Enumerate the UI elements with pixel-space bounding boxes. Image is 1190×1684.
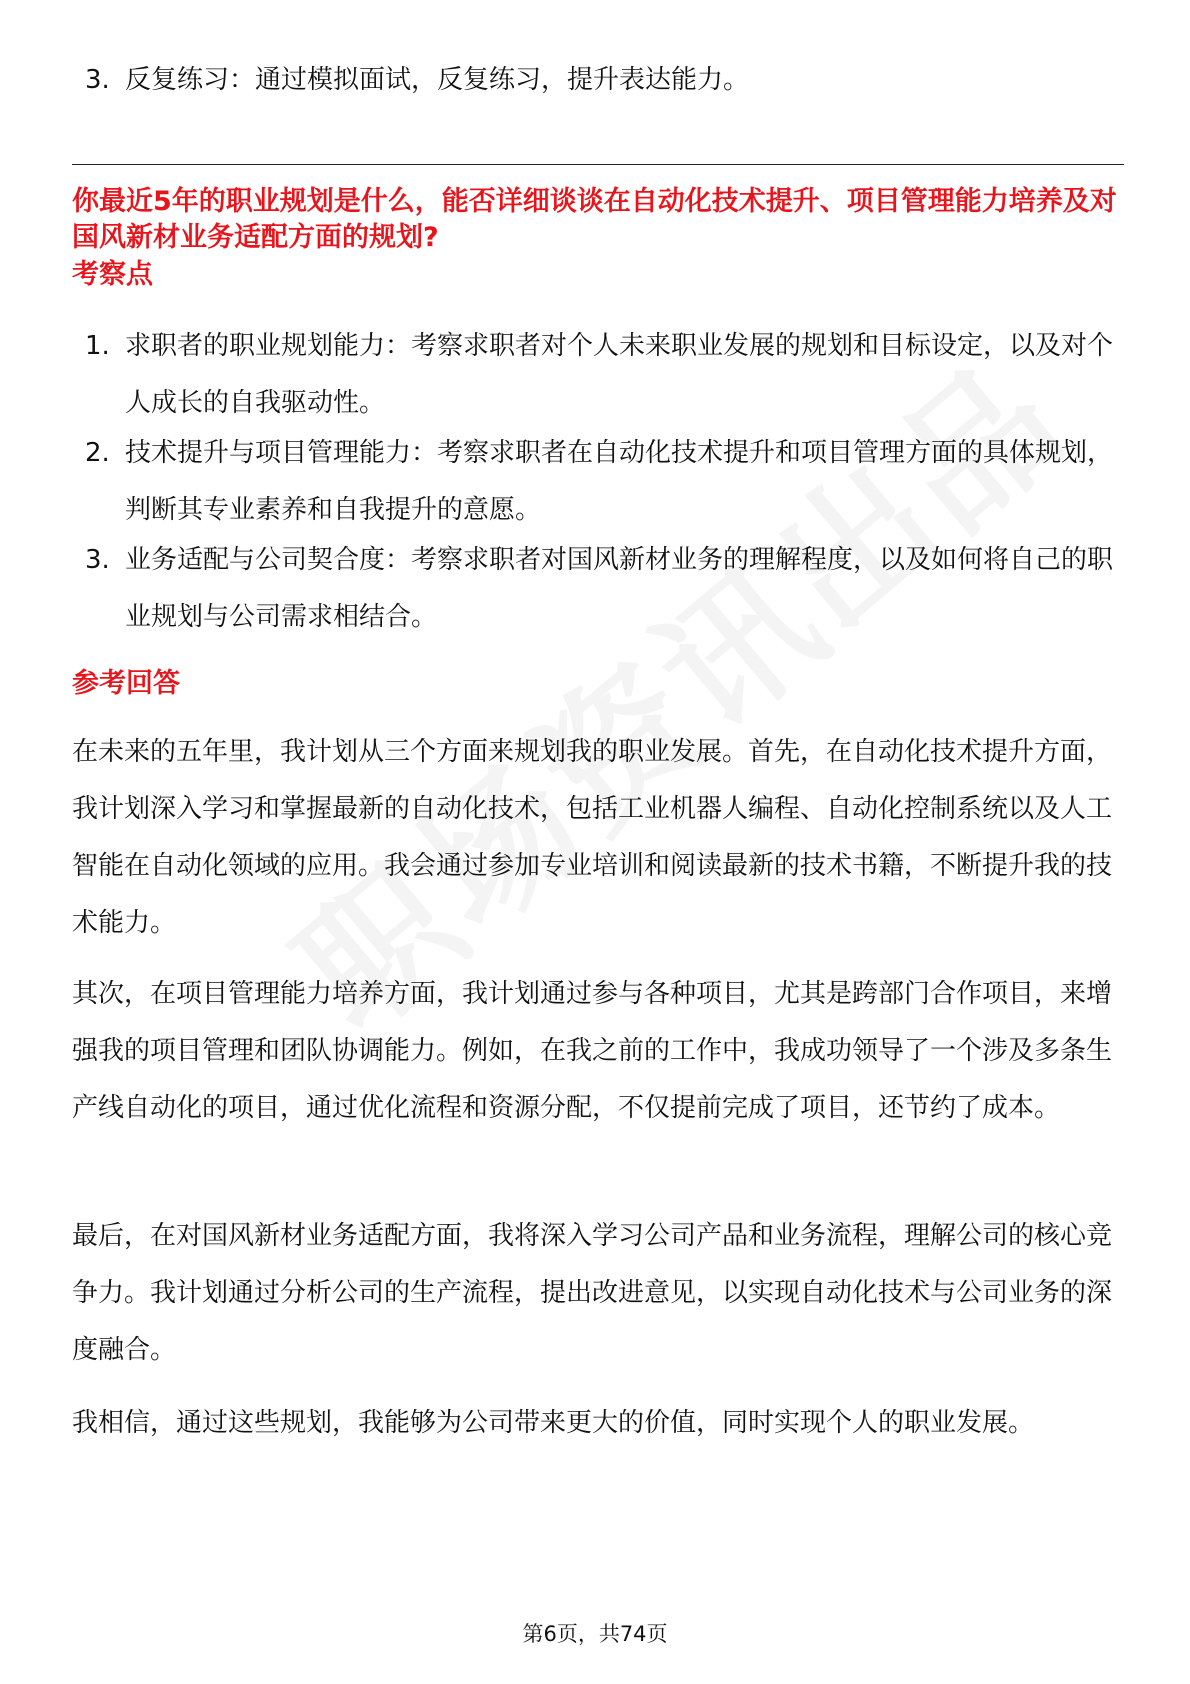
divider (72, 164, 1124, 165)
list-text: 技术提升与项目管理能力：考察求职者在自动化技术提升和项目管理方面的具体规划，判断其专业素养和自我提升的意愿。 (125, 438, 1114, 525)
list-number: 1. (85, 331, 110, 361)
list-number: 3. (85, 65, 110, 95)
list-text: 反复练习：通过模拟面试，反复练习，提升表达能力。 (125, 65, 750, 95)
list-number: 3. (85, 545, 110, 575)
answer-paragraph: 在未来的五年里，我计划从三个方面来规划我的职业发展。首先，在自动化技术提升方面，我计划深入学习和掌握最新的自动化技术，包括工业机器人编程、自动化控制系统以及人工智能在自动化领域的应用。我会通过参加专业培训和阅读最新的技术书籍，不断提升我的技术能力。 (72, 737, 1113, 938)
focus-section-title: 考察点 (72, 259, 153, 290)
list-text: 求职者的职业规划能力：考察求职者对个人未来职业发展的规划和目标设定，以及对个人成长的自我驱动性。 (125, 331, 1114, 418)
question-heading: 你最近5年的职业规划是什么，能否详细谈谈在自动化技术提升、项目管理能力培养及对国风新材业务适配方面的规划? (72, 186, 1117, 253)
answer-paragraph: 其次，在项目管理能力培养方面，我计划通过参与各种项目，尤其是跨部门合作项目，来增强我的项目管理和团队协调能力。例如，在我之前的工作中，我成功领导了一个涉及多条生产线自动化的项目，通过优化流程和资源分配，不仅提前完成了项目，还节约了成本。 (72, 979, 1113, 1123)
page-number-footer: 第6页，共74页 (522, 1622, 668, 1646)
list-text: 业务适配与公司契合度：考察求职者对国风新材业务的理解程度，以及如何将自己的职业规划与公司需求相结合。 (125, 545, 1114, 632)
answer-section-title: 参考回答 (72, 668, 180, 699)
list-number: 2. (85, 438, 110, 468)
answer-paragraph: 我相信，通过这些规划，我能够为公司带来更大的价值，同时实现个人的职业发展。 (72, 1408, 1035, 1438)
answer-paragraph: 最后，在对国风新材业务适配方面，我将深入学习公司产品和业务流程，理解公司的核心竞争力。我计划通过分析公司的生产流程，提出改进意见，以实现自动化技术与公司业务的深度融合。 (72, 1221, 1113, 1365)
